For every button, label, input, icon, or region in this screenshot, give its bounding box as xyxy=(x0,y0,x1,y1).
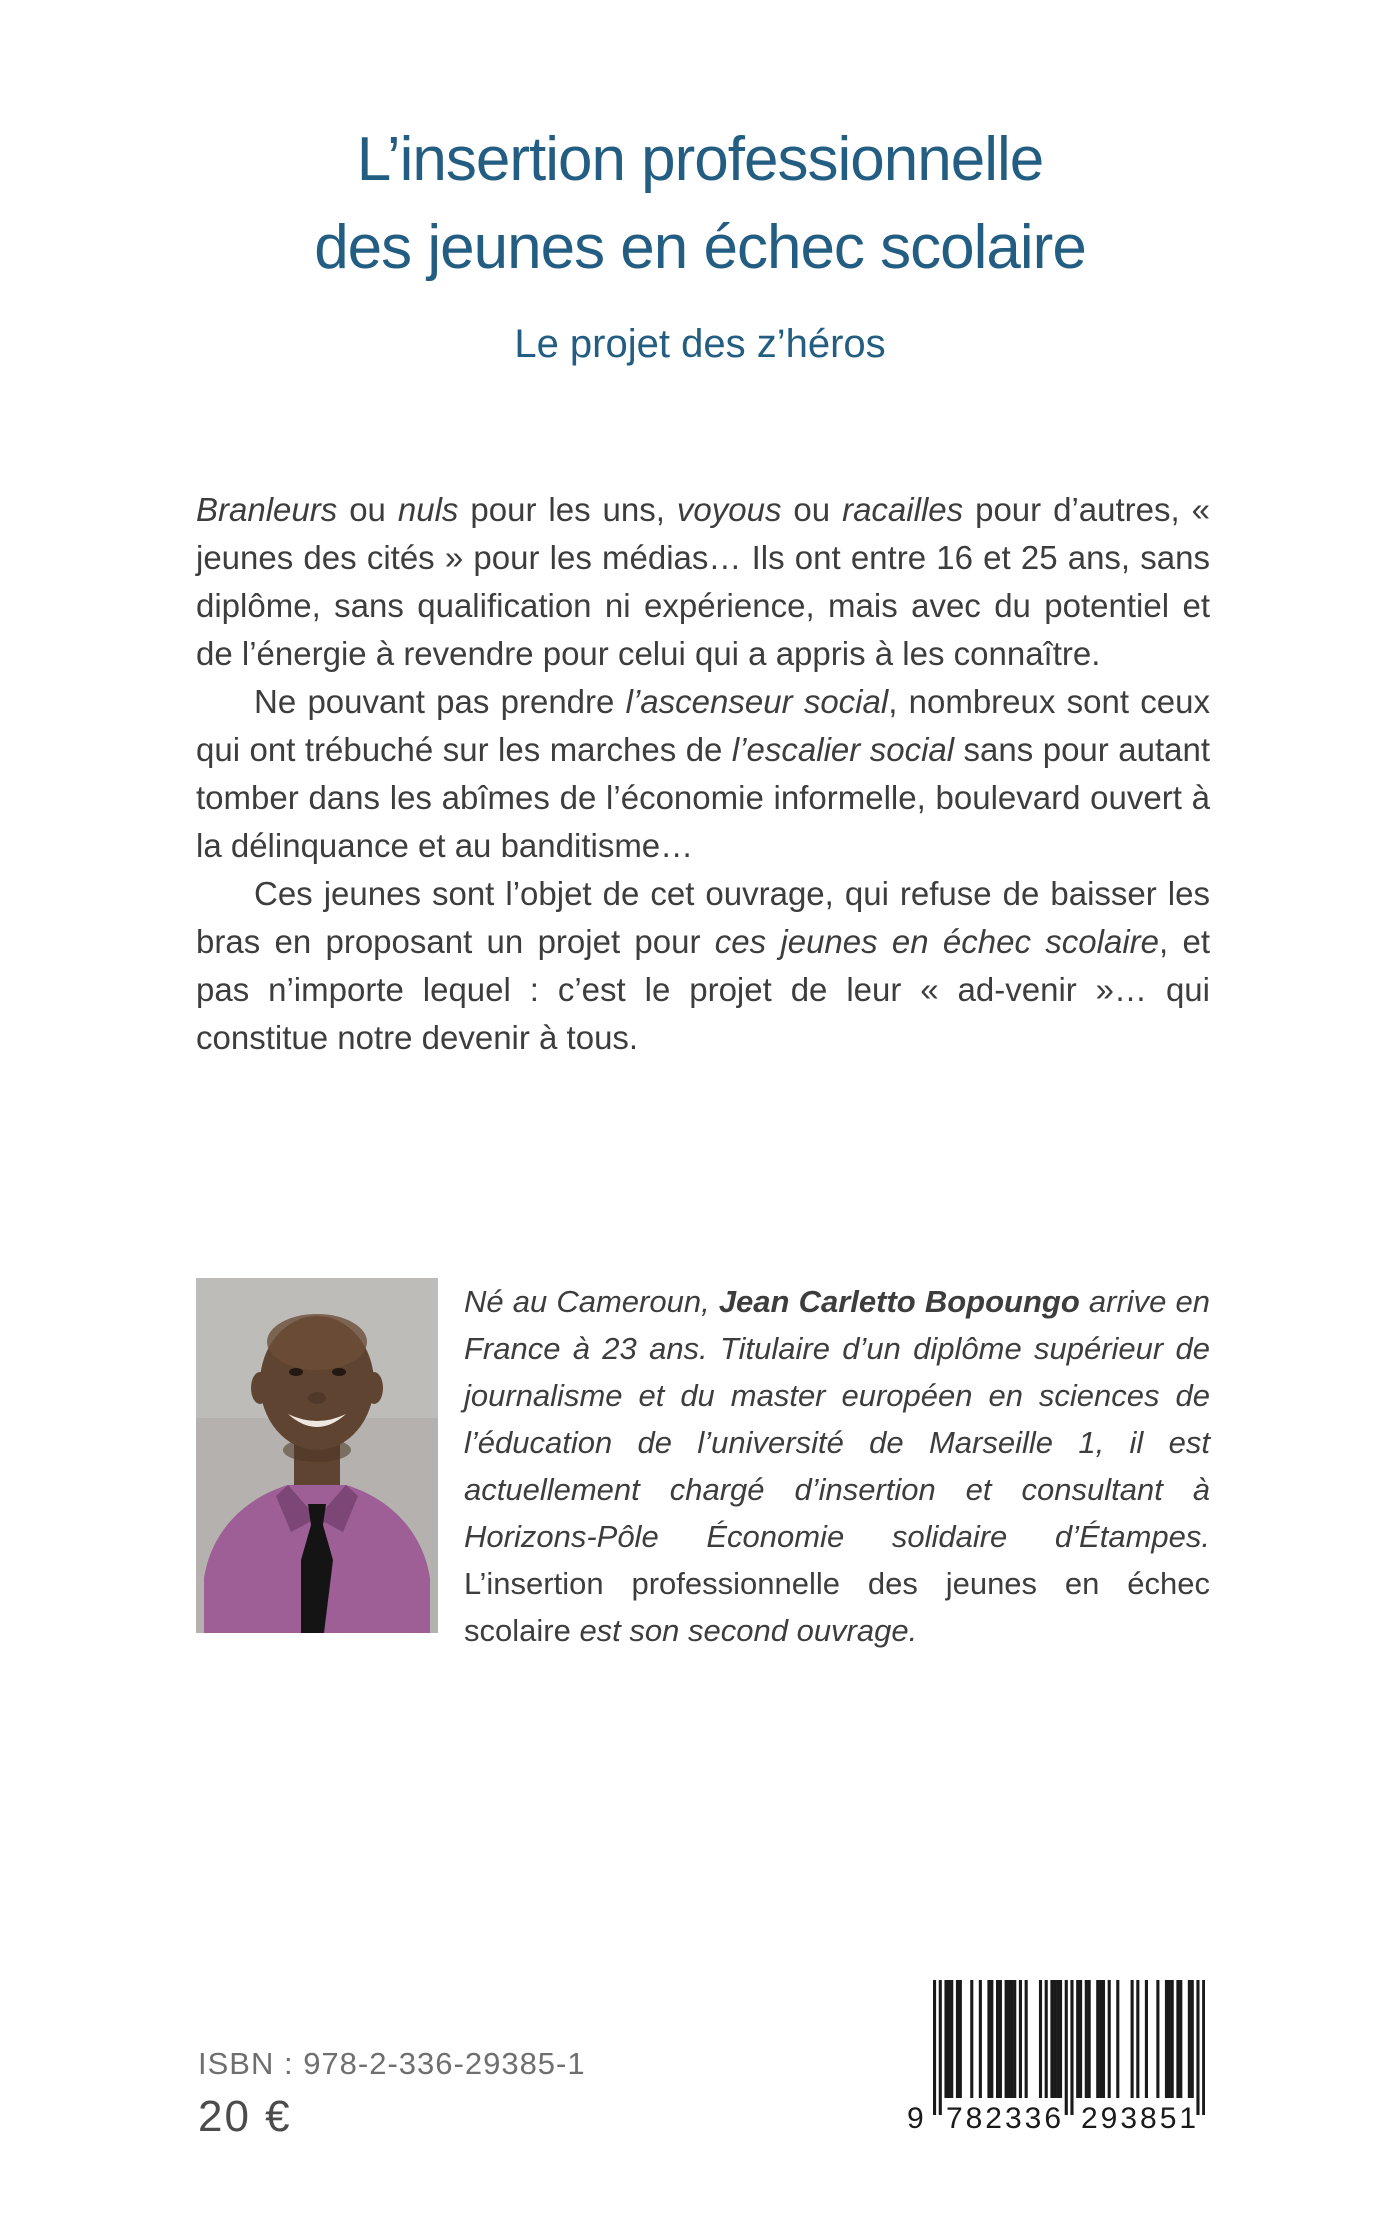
book-title-line2: des jeunes en échec scolaire xyxy=(314,213,1086,282)
book-title-line1: L’insertion professionnelle xyxy=(356,125,1044,194)
barcode-digits xyxy=(907,2102,1205,2142)
barcode-digit-lead: 9 xyxy=(907,2102,924,2135)
book-title xyxy=(0,116,1400,292)
synopsis-paragraph-2: Ne pouvant pas prendre l’ascenseur social, nombreux sont ceux qui ont trébuché sur les marches de l’escalier social sans pour autant tomber dans les abîmes de l’économie informelle, boulevard ouvert à la délinquance et au banditisme… xyxy=(196,683,1210,864)
barcode-digits-group2: 293851 xyxy=(1081,2102,1200,2135)
price-text: 20 € xyxy=(198,2092,292,2141)
barcode-digits-group1: 782336 xyxy=(945,2102,1065,2135)
author-bio-text: Né au Cameroun, Jean Carletto Bopoungo arrive en France à 23 ans. Titulaire d’un diplôme supérieur de journalisme et du master européen en sciences de l’éducation de l’université de Marseille 1, il est actuellement chargé d’insertion et consultant à Horizons-Pôle Économie solidaire d’Étampes. L’insertion professionnelle des jeunes en échec scolaire est son second ouvrage. xyxy=(464,1284,1210,1648)
barcode xyxy=(907,1980,1205,2150)
isbn-text: ISBN : 978-2-336-29385-1 xyxy=(198,2046,586,2081)
synopsis-paragraph-1: Branleurs ou nuls pour les uns, voyous ou racailles pour d’autres, « jeunes des cités » pour les médias… Ils ont entre 16 et 25 ans, sans diplôme, sans qualification ni expérience, mais avec du potentiel et de l’énergie à revendre pour celui qui a appris à les connaître. xyxy=(196,491,1211,672)
title-block xyxy=(0,116,1400,367)
synopsis xyxy=(196,486,1210,1062)
author-photo xyxy=(196,1278,438,1633)
synopsis-paragraph-3: Ces jeunes sont l’objet de cet ouvrage, qui refuse de baisser les bras en proposant un projet pour ces jeunes en échec scolaire, et pas n’importe lequel : c’est le projet de leur « ad-venir »… qui constitue notre devenir à tous. xyxy=(196,875,1211,1056)
author-bio xyxy=(196,1278,1210,1654)
book-subtitle: Le projet des z’héros xyxy=(514,322,886,366)
author-photo-illustration xyxy=(196,1278,438,1633)
